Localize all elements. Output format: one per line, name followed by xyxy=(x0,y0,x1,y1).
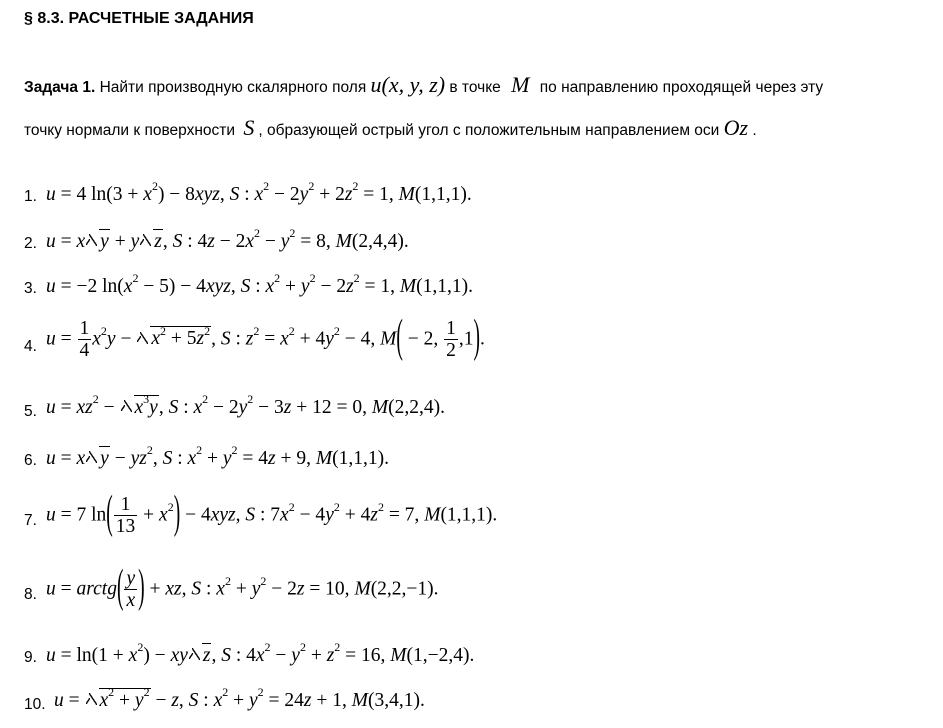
formula-4: u = $\frac{1}{4}$ $x^2y - x^2 + 5z^2$, S : $z^2 = x^2 + 4y^2 - 4$, M( − 2, $\frac{1}{2}$ ,1). xyxy=(46,313,485,364)
item-number: 6. xyxy=(24,452,37,469)
item-number: 4. xyxy=(24,338,37,355)
task-text: Найти производную скалярного поля xyxy=(99,79,367,96)
item-number: 1. xyxy=(24,188,37,205)
formula-7: u = 7 ln( $\frac{1}{13}$ + $x^2) - 4xyz$, S : $7x^2 - 4y^2 + 4z^2 = 7$, M(1,1,1). xyxy=(46,489,498,540)
point-symbol: M xyxy=(511,72,530,97)
formula-9: $u = \ln(1 + x^2)$ − xy z, S : $4x^2 - y^2 + z^2 = 16$, M(1,−2,4). xyxy=(46,640,475,666)
item-number: 2. xyxy=(24,235,37,252)
formula-10: $u = x^2 + y^2 - z$, S : $x^2 + y^2 = 24z + 1$, M(3,4,1). xyxy=(54,685,425,711)
surface-symbol: S xyxy=(243,115,255,140)
formula-5: $u = xz^2 - x^3y$, S : $x^2 - 2y^2 - 3z + 12 = 0$, M(2,2,4). xyxy=(46,392,446,418)
field-symbol: u(x, y, z) xyxy=(370,72,446,97)
item-number: 3. xyxy=(24,280,37,297)
formula-6: u = x $y - yz^2$, S : $x^2 + y^2 = 4z + 9$, M(1,1,1). xyxy=(46,443,390,469)
formula-8: u = arctg( $\frac{y}{x}$ ) + xz, S : $x^2 + y^2 - 2z = 10$, M(2,2,−1). xyxy=(46,563,439,614)
section-title: § 8.3. РАСЧЕТНЫЕ ЗАДАНИЯ xyxy=(24,10,254,27)
task-text: в точке xyxy=(449,79,501,96)
task-text: точку нормали к поверхности xyxy=(24,122,236,139)
item-number: 10. xyxy=(24,696,46,713)
formula-3: u = −2 $\ln(x^2 - 5) - 4xyz$, S : $x^2 + y^2 - 2z^2 = 1$, M(1,1,1). xyxy=(46,271,474,297)
item-number: 8. xyxy=(24,586,37,603)
formula-1: u = 4 $\ln(3 + x^2) - 8xyz$, S : $x^2 - 2y^2 + 2z^2 = 1$, M(1,1,1). xyxy=(46,179,472,205)
task-text: . xyxy=(752,122,757,139)
task-label: Задача 1. xyxy=(24,79,96,96)
task-text: , образующей острый угол с положительным направлением оси xyxy=(258,122,720,139)
task-line-2 xyxy=(24,115,757,141)
task-text: по направлению проходящей через эту xyxy=(539,79,824,96)
axis-symbol: Oz xyxy=(723,115,749,140)
task-line-1 xyxy=(24,72,823,98)
formula-2: u = x y + y z, S : $4z - 2x^2 - y^2 = 8$, M(2,4,4). xyxy=(46,226,409,252)
item-number: 5. xyxy=(24,403,37,420)
item-number: 9. xyxy=(24,649,37,666)
item-number: 7. xyxy=(24,512,37,529)
